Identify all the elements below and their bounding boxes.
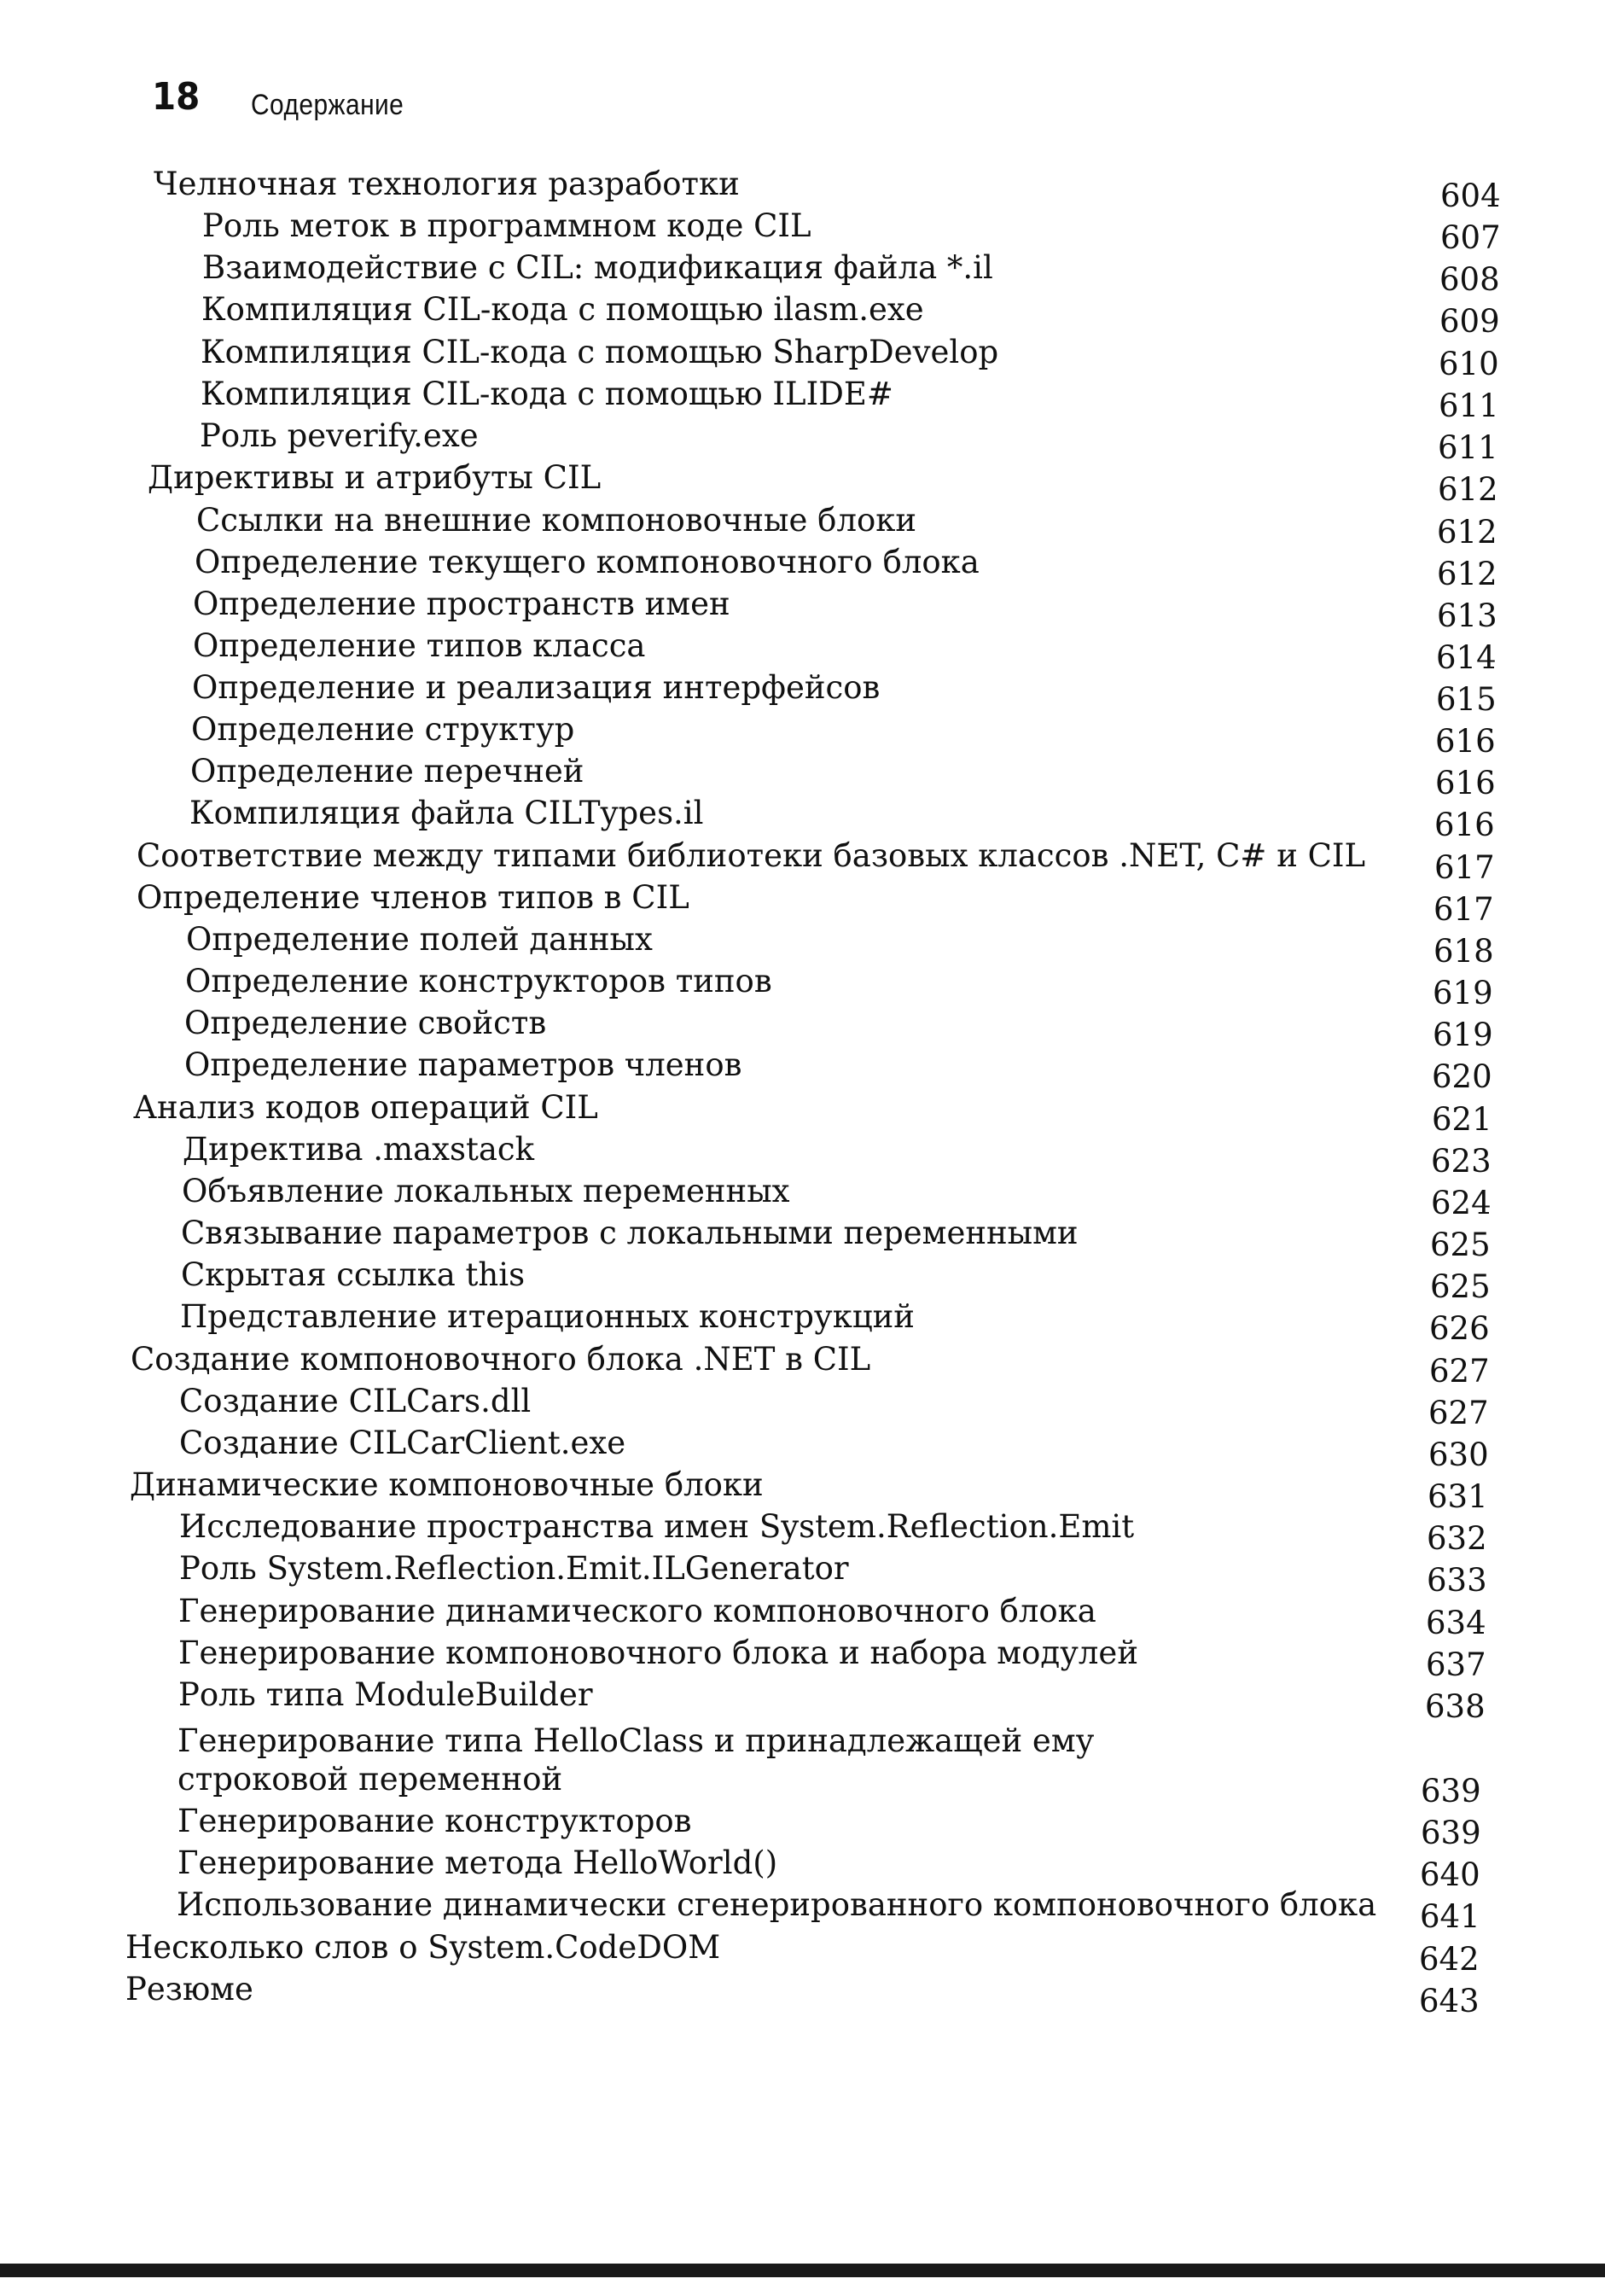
toc-entry-page: 607 — [1440, 219, 1501, 256]
toc-entry-page: 621 — [1432, 1101, 1492, 1138]
toc-entry-title: Генерирование конструкторов — [177, 1803, 692, 1839]
toc-entry-title: Определение свойств — [184, 1005, 547, 1041]
toc-entry-page: 627 — [1429, 1353, 1490, 1390]
toc-entry-title: Компиляция CIL-кода с помощью ilasm.exe — [201, 291, 924, 328]
toc-entry-page: 641 — [1420, 1898, 1480, 1935]
toc-entry-page: 640 — [1420, 1856, 1480, 1893]
toc-entry-page: 619 — [1433, 1017, 1493, 1053]
toc-entry-title: Роль System.Reflection.Emit.ILGenerator — [179, 1550, 849, 1587]
toc-entry-title: Компиляция CIL-кода с помощью ILIDE# — [201, 376, 893, 412]
toc-entry-title: Объявление локальных переменных — [182, 1173, 790, 1209]
toc-entry-title: Связывание параметров с локальными переменными — [181, 1215, 1079, 1251]
toc-entry-page: 639 — [1421, 1815, 1481, 1851]
toc-entry-title: Компиляция файла CILTypes.il — [189, 795, 704, 831]
toc-entry-title: Определение перечней — [190, 753, 584, 790]
toc-entry-title: Определение параметров членов — [184, 1046, 742, 1083]
toc-entry-page: 633 — [1427, 1562, 1487, 1599]
toc-entry-page: 612 — [1438, 471, 1498, 508]
toc-entry-title: Определение типов класса — [193, 627, 646, 664]
toc-entry-title: Представление итерационных конструкций — [180, 1298, 915, 1335]
toc-entry-title: Определение полей данных — [186, 921, 653, 958]
toc-entry-title: Динамические компоновочные блоки — [130, 1466, 764, 1503]
toc-entry-page: 631 — [1428, 1478, 1488, 1515]
toc-entry-page: 638 — [1425, 1688, 1486, 1725]
toc-entry-title: Соответствие между типами библиотеки базовых классов .NET, C# и CIL — [137, 837, 1366, 874]
toc-entry-title: Директивы и атрибуты CIL — [148, 459, 602, 496]
toc-entry-page: 612 — [1437, 556, 1497, 592]
toc-entry-page: 642 — [1419, 1941, 1480, 1978]
toc-entry-title: Скрытая ссылка this — [181, 1256, 526, 1293]
toc-entry-title: Челночная технология разработки — [154, 166, 740, 202]
toc-entry-title: Создание компоновочного блока .NET в CIL — [131, 1341, 871, 1378]
toc-entry-title: Определение конструкторов типов — [185, 963, 772, 999]
toc-entry-page: 611 — [1438, 429, 1498, 466]
toc-entry-page: 625 — [1430, 1227, 1491, 1263]
page-number: 18 — [152, 75, 201, 119]
toc-entry-title: Создание CILCars.dll — [179, 1383, 532, 1419]
toc-entry-page: 623 — [1431, 1143, 1492, 1180]
toc-entry-title: Определение структур — [191, 711, 575, 748]
toc-entry-page: 611 — [1439, 388, 1499, 424]
toc-entry-page: 632 — [1427, 1520, 1487, 1557]
toc-entry-title: Компиляция CIL-кода с помощью SharpDevelop — [201, 334, 999, 370]
toc-entry-page: 608 — [1439, 261, 1500, 298]
toc-entry-page: 615 — [1436, 681, 1497, 718]
toc-entry-page: 634 — [1426, 1605, 1486, 1641]
toc-entry-title: Ссылки на внешние компоновочные блоки — [196, 502, 917, 539]
toc-entry-page: 609 — [1439, 303, 1500, 340]
toc-entry-title: Несколько слов о System.CodeDOM — [125, 1929, 721, 1966]
toc-entry-title: Генерирование метода HelloWorld() — [177, 1844, 778, 1881]
toc-entry-page: 616 — [1435, 723, 1496, 760]
toc-entry-page: 612 — [1437, 514, 1497, 551]
toc-entry-page: 620 — [1432, 1058, 1492, 1095]
toc-entry-title: Определение и реализация интерфейсов — [192, 669, 881, 706]
toc-entry-page: 617 — [1434, 849, 1495, 886]
toc-entry-title: Роль меток в программном коде CIL — [202, 207, 811, 244]
toc-entry-page: 617 — [1433, 891, 1494, 928]
toc-entry-title: Создание CILCarClient.exe — [179, 1425, 626, 1461]
toc-entry-page: 613 — [1437, 597, 1497, 634]
toc-entry-title: Определение пространств имен — [193, 586, 730, 622]
toc-entry-page: 604 — [1440, 178, 1501, 214]
toc-entry-title: Взаимодействие с CIL: модификация файла *.il — [202, 249, 993, 286]
toc-entry-page: 616 — [1434, 807, 1495, 843]
toc-entry-page: 637 — [1426, 1646, 1486, 1683]
toc-entry-page: 616 — [1435, 765, 1496, 801]
toc-entry-title: Использование динамически сгенерированного компоновочного блока — [177, 1886, 1377, 1923]
toc-entry-page: 619 — [1433, 975, 1493, 1011]
toc-entry-page: 618 — [1433, 933, 1494, 970]
toc-entry-title: строковой переменной — [177, 1761, 563, 1798]
toc-entry-title: Роль peverify.exe — [200, 417, 479, 454]
toc-entry-page: 614 — [1436, 639, 1497, 676]
toc-entry-page: 643 — [1419, 1983, 1480, 2019]
toc-entry-page: 626 — [1429, 1310, 1490, 1347]
toc-entry-title: Директива .maxstack — [183, 1131, 535, 1168]
toc-entry-title: Роль типа ModuleBuilder — [178, 1676, 593, 1713]
toc-entry-page: 630 — [1428, 1436, 1489, 1473]
running-head: Содержание — [251, 89, 404, 121]
toc-entry-page: 610 — [1439, 346, 1499, 382]
toc-entry-title: Определение текущего компоновочного блока — [195, 544, 980, 580]
toc-entry-title: Исследование пространства имен System.Reflection.Emit — [179, 1508, 1135, 1545]
toc-entry-title: Генерирование типа HelloClass и принадлежащей ему — [177, 1722, 1095, 1759]
scan-edge-bar — [0, 2264, 1605, 2277]
toc-entry-title: Резюме — [125, 1971, 253, 2008]
toc-entry-title: Генерирование компоновочного блока и набора модулей — [178, 1635, 1138, 1671]
toc-entry-page: 639 — [1421, 1773, 1481, 1809]
toc-entry-title: Определение членов типов в CIL — [137, 879, 689, 916]
toc-entry-title: Генерирование динамического компоновочного блока — [178, 1593, 1096, 1629]
toc-entry-page: 627 — [1428, 1395, 1489, 1431]
toc-entry-page: 625 — [1430, 1268, 1491, 1305]
toc-entry-title: Анализ кодов операций CIL — [133, 1089, 598, 1126]
toc-entry-page: 624 — [1431, 1185, 1492, 1221]
